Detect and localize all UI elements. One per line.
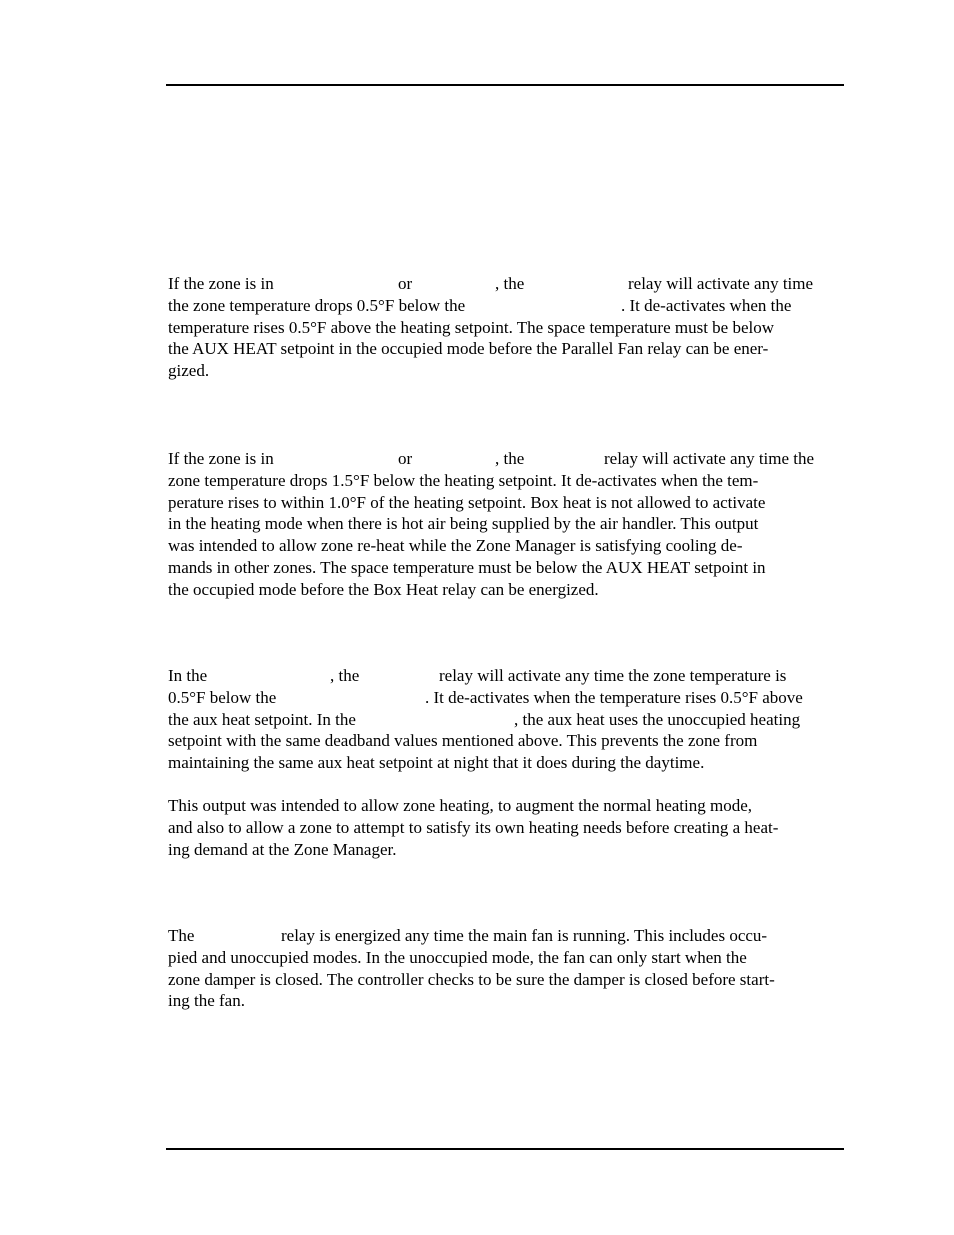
text-segment: the aux heat setpoint. In the bbox=[168, 709, 356, 729]
text-segment: the occupied mode before the Box Heat relay can be energized. bbox=[168, 579, 599, 599]
text-segment: mands in other zones. The space temperature must be below the AUX HEAT setpoint in bbox=[168, 557, 766, 577]
text-line bbox=[168, 947, 848, 969]
text-segment: , the aux heat uses the unoccupied heating bbox=[514, 709, 801, 729]
text-line bbox=[168, 817, 848, 839]
text-segment: perature rises to within 1.0°F of the heating setpoint. Box heat is not allowed to activate bbox=[168, 492, 766, 512]
text-line bbox=[168, 295, 848, 317]
main-fan-paragraph bbox=[168, 925, 848, 1012]
aux-heat-purpose-paragraph bbox=[168, 795, 848, 860]
text-line bbox=[168, 795, 848, 817]
text-line bbox=[168, 730, 848, 752]
text-segment: zone damper is closed. The controller checks to be sure the damper is closed before start- bbox=[168, 969, 775, 989]
text-segment: the zone temperature drops 0.5°F below the bbox=[168, 295, 466, 315]
text-segment: ing the fan. bbox=[168, 991, 245, 1011]
text-line bbox=[168, 338, 848, 360]
text-segment: The bbox=[168, 926, 195, 945]
text-segment: temperature rises 0.5°F above the heating setpoint. The space temperature must be below bbox=[168, 317, 775, 337]
text-segment: 0.5°F below the bbox=[168, 687, 277, 707]
text-segment: maintaining the same aux heat setpoint at night that it does during the daytime. bbox=[168, 753, 705, 773]
text-line bbox=[168, 990, 848, 1012]
text-line bbox=[168, 535, 848, 557]
aux-heat-paragraph bbox=[168, 665, 848, 774]
text-segment: If the zone is in bbox=[168, 274, 274, 293]
text-segment: pied and unoccupied modes. In the unoccupied mode, the fan can only start when the bbox=[168, 947, 747, 967]
text-line bbox=[168, 273, 848, 295]
text-line bbox=[168, 492, 848, 514]
text-segment: in the heating mode when there is hot air being supplied by the air handler. This output bbox=[168, 514, 759, 534]
text-segment: , the bbox=[495, 449, 525, 468]
text-line bbox=[168, 969, 848, 991]
text-segment: relay will activate any time bbox=[628, 274, 814, 293]
text-line bbox=[168, 687, 848, 709]
parallel-fan-paragraph bbox=[168, 273, 848, 382]
text-line bbox=[168, 360, 848, 382]
text-segment: relay will activate any time the zone temperature is bbox=[439, 666, 787, 685]
text-segment: In the bbox=[168, 666, 208, 685]
footer-rule bbox=[166, 1148, 844, 1150]
text-line bbox=[168, 665, 848, 687]
text-segment: If the zone is in bbox=[168, 449, 274, 468]
text-line bbox=[168, 470, 848, 492]
text-segment: setpoint with the same deadband values mentioned above. This prevents the zone from bbox=[168, 731, 758, 751]
box-heat-paragraph bbox=[168, 448, 848, 601]
text-segment: the AUX HEAT setpoint in the occupied mode before the Parallel Fan relay can be ener- bbox=[168, 339, 769, 359]
text-line bbox=[168, 448, 848, 470]
text-line bbox=[168, 579, 848, 601]
text-segment: , the bbox=[330, 666, 360, 685]
text-segment: . It de-activates when the temperature rises 0.5°F above bbox=[425, 687, 803, 707]
text-line bbox=[168, 925, 848, 947]
text-segment: was intended to allow zone re-heat while the Zone Manager is satisfying cooling de- bbox=[168, 536, 743, 556]
text-line bbox=[168, 557, 848, 579]
text-segment: gized. bbox=[168, 361, 210, 381]
text-line bbox=[168, 752, 848, 774]
text-segment: relay will activate any time the bbox=[604, 449, 815, 468]
text-segment: or bbox=[398, 449, 413, 468]
text-segment: ing demand at the Zone Manager. bbox=[168, 839, 397, 859]
text-segment: relay is energized any time the main fan is running. This includes occu- bbox=[281, 926, 768, 945]
header-rule bbox=[166, 84, 844, 86]
text-line bbox=[168, 317, 848, 339]
text-segment: and also to allow a zone to attempt to satisfy its own heating needs before creating a heat- bbox=[168, 817, 779, 837]
text-line bbox=[168, 513, 848, 535]
text-segment: . It de-activates when the bbox=[621, 295, 792, 315]
text-segment: or bbox=[398, 274, 413, 293]
text-segment: This output was intended to allow zone heating, to augment the normal heating mode, bbox=[168, 796, 753, 815]
text-line bbox=[168, 709, 848, 731]
text-segment: , the bbox=[495, 274, 525, 293]
text-line bbox=[168, 839, 848, 861]
text-segment: zone temperature drops 1.5°F below the heating setpoint. It de-activates when the tem- bbox=[168, 470, 759, 490]
